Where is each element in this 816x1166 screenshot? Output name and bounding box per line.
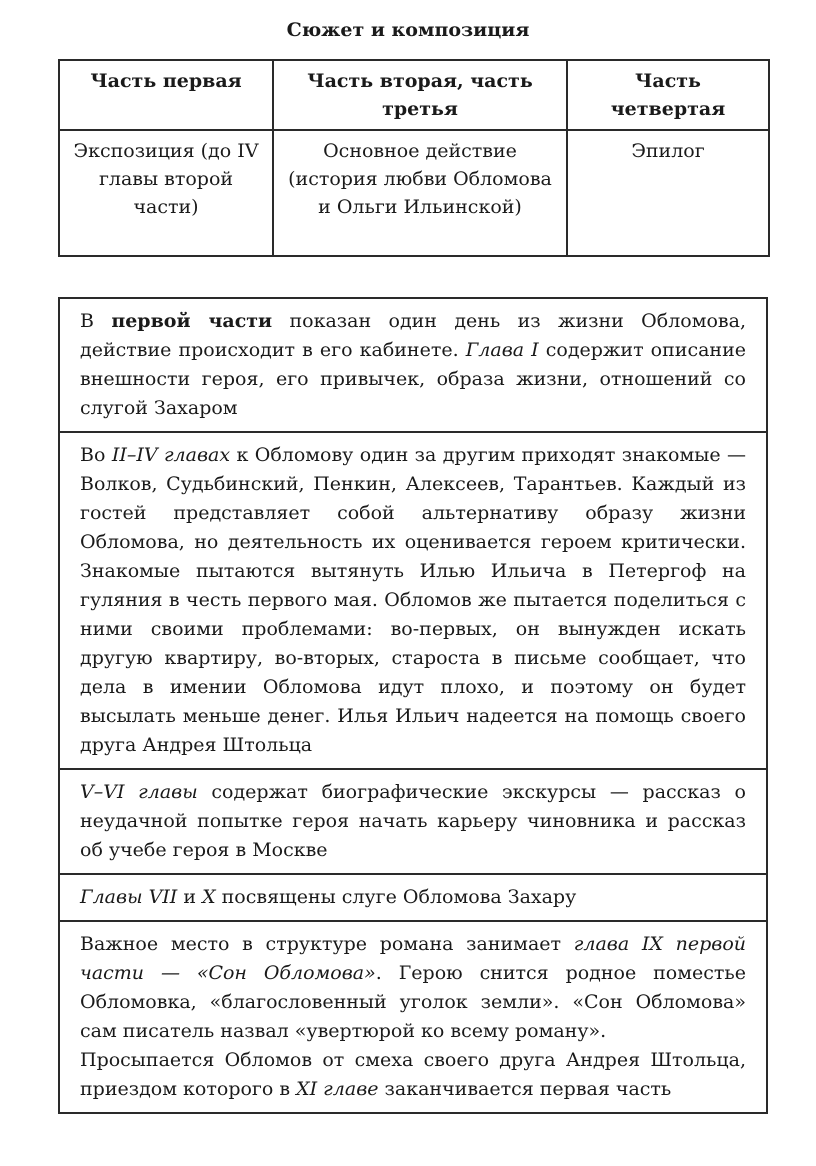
section-chapters-7-10: [60, 873, 766, 920]
section-text: [80, 307, 746, 423]
table-header-row: [59, 60, 769, 130]
section-chapter-9: [60, 920, 766, 1112]
header-part-four: Часть четвертая: [567, 60, 769, 130]
text-run: . Герою снится родное поместье Обломовка, «благословенный уголок земли». «Сон Обломова» сам писатель назвал «увертюрой ко всему роману».: [80, 962, 746, 1042]
header-part-two-three: Часть вторая, часть третья: [273, 60, 567, 130]
italic-run: Глава I: [465, 339, 539, 361]
italic-run: V–VI главы: [80, 781, 198, 803]
cell-main-action: Основное действие (история любви Обломова и Ольги Ильинской): [273, 130, 567, 256]
italic-run: глава IX первой части — «Сон Обломова»: [80, 933, 746, 984]
text-run: и: [177, 886, 203, 908]
italic-run: XI главе: [296, 1078, 379, 1100]
text-run: Важное место в структуре романа занимает: [80, 933, 574, 955]
section-text: [80, 930, 746, 1046]
italic-run: Главы VII: [80, 886, 178, 908]
section-text: [80, 778, 746, 865]
text-run: В: [80, 310, 112, 332]
italic-run: II–IV главах: [111, 444, 231, 466]
text-run: содержат биографические экскурсы — рассказ о неудачной попытке героя начать карьеру чиновника и рассказ об учебе героя в Москве: [80, 781, 746, 861]
bold-run: первой части: [111, 310, 273, 332]
chapters-box: [58, 297, 768, 1114]
cell-epilogue: Эпилог: [567, 130, 769, 256]
text-run: к Обломову один за другим приходят знакомые — Волков, Судьбинский, Пенкин, Алексеев, Тарантьев. Каждый из гостей представляет собой альтернативу образу жизни Обломова, но деятельность их оценивается героем критически. Знакомые пытаются вытянуть Илью Ильича в Петергоф на гуляния в честь первого мая. Обломов же пытается поделиться с ними своими проблемами: во-первых, он вынужден искать другую квартиру, во-вторых, староста в письме сообщает, что дела в имении Обломова идут плохо, и поэтому он будет высылать меньше денег. Илья Ильич надеется на помощь своего друга Андрея Штольца: [80, 444, 746, 756]
section-text: [80, 883, 746, 912]
section-chapters-2-4: [60, 431, 766, 768]
italic-run: X: [202, 886, 216, 908]
section-text: [80, 1046, 746, 1104]
section-part-one: [60, 299, 766, 431]
table-row: [59, 130, 769, 256]
text-run: заканчивается первая часть: [378, 1078, 672, 1100]
page-title: Сюжет и композиция: [286, 19, 530, 41]
section-chapters-5-6: [60, 768, 766, 873]
header-part-one: Часть первая: [59, 60, 273, 130]
cell-exposition: Экспозиция (до IV главы второй части): [59, 130, 273, 256]
section-text: [80, 441, 746, 760]
text-run: содержит описание внешности героя, его привычек, образа жизни, отношений со слугой Захаром: [80, 339, 746, 419]
composition-table: [58, 59, 770, 257]
text-run: посвящены слуге Обломова Захару: [215, 886, 577, 908]
text-run: показан один день из жизни Обломова, действие происходит в его кабинете.: [80, 310, 746, 361]
text-run: Во: [80, 444, 112, 466]
text-run: Просыпается Обломов от смеха своего друга Андрея Штольца, приездом которого в: [80, 1049, 746, 1100]
